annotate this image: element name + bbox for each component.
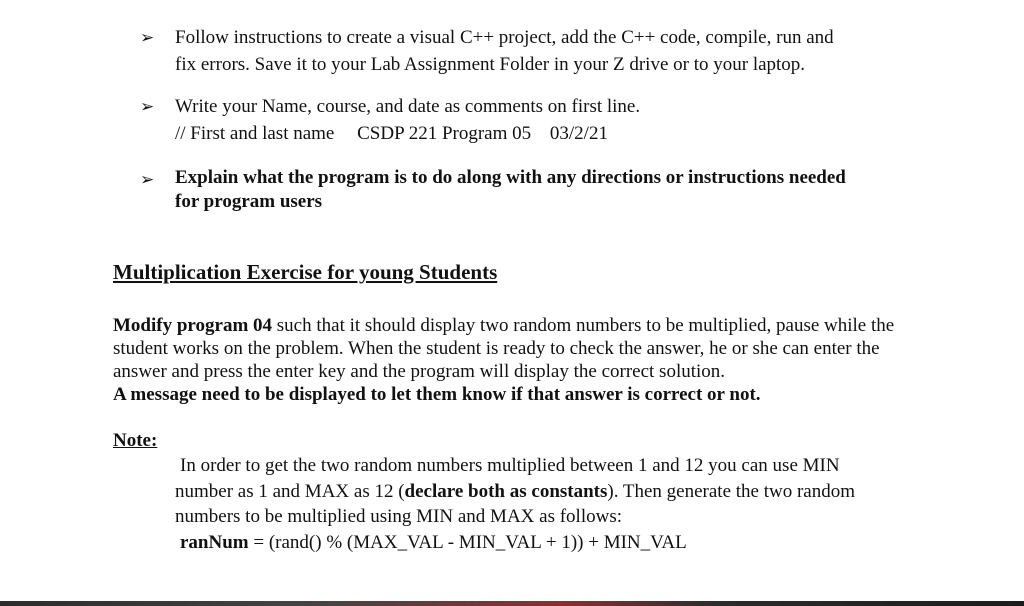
note-label: Note: [113,430,158,451]
bullet-explain-program [140,166,940,214]
note-line-2-a: number as 1 and MAX as 12 ( [175,480,405,502]
bullet-1-line-2: fix errors. Save it to your Lab Assignment Folder in your Z drive or to your laptop. [175,54,806,75]
comment-example [175,120,940,147]
instructions-paragraph [113,314,913,406]
bottom-edge-bar [0,601,1024,606]
comment-prefix: // First and last name [175,123,335,144]
bullet-create-project [140,24,940,78]
formula [175,530,915,556]
arrow-bullet-icon: ➢ [140,97,155,116]
bullet-2-line-1: Write your Name, course, and date as comments on first line. [175,96,641,117]
formula-var: ranNum [180,531,249,553]
note-line-2-bold: declare both as constants [404,480,608,502]
bullet-write-name [140,93,940,147]
note-body [175,453,915,555]
para-body: such that it should display two random numbers to be multiplied, pause while the student works on the problem. When the student is ready to check the answer, he or she can enter the answer and press the enter key and the program will display the correct solution. [113,315,895,382]
bullet-3-line-2: for program users [175,191,323,212]
comment-date: 03/2/21 [549,123,608,144]
para-bold-lead: Modify program 04 [113,315,273,336]
formula-expression: = (rand() % (MAX_VAL - MIN_VAL + 1)) + MIN_VAL [248,531,687,553]
bullet-1-line-1: Follow instructions to create a visual C++ project, add the C++ code, compile, run and [175,27,834,48]
note-line-2-b: ). Then generate the two random [607,480,856,502]
note-line-3: numbers to be multiplied using MIN and MAX as follows: [175,506,622,527]
note-line-2 [175,479,915,505]
comment-course: CSDP 221 Program 05 [357,123,532,144]
para-bold-end: A message need to be displayed to let them know if that answer is correct or not. [113,384,761,405]
bullet-3-line-1: Explain what the program is to do along with any directions or instructions needed [175,167,846,188]
note-line-1: In order to get the two random numbers multiplied between 1 and 12 you can use MIN [180,455,840,476]
arrow-bullet-icon: ➢ [140,170,155,189]
section-heading: Multiplication Exercise for young Students [113,260,498,284]
arrow-bullet-icon: ➢ [140,28,155,47]
